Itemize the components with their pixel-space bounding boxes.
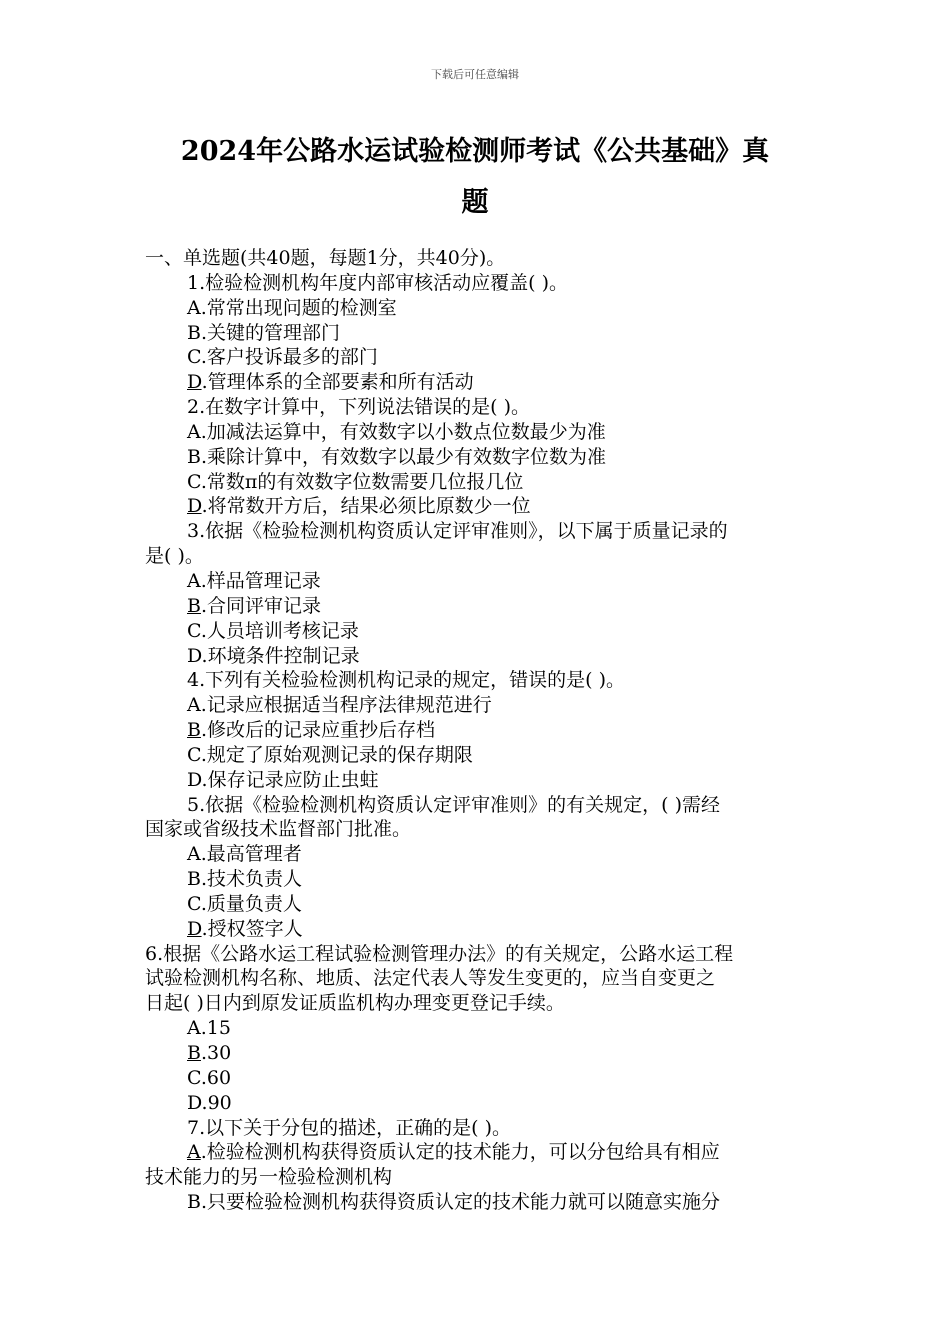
question-2-option-b: B.乘除计算中，有效数字以最少有效数字位数为准 (187, 445, 607, 468)
question-3-option-a: A.样品管理记录 (187, 569, 321, 592)
document-title (145, 126, 805, 228)
question-2-stem: 2.在数字计算中，下列说法错误的是( )。 (187, 396, 530, 419)
question-1-option-b: B.关键的管理部门 (187, 321, 341, 344)
question-6-stem-line-3: 日起( )日内到原发证质监机构办理变更登记手续。 (145, 992, 565, 1015)
question-1-option-c: C.客户投诉最多的部门 (187, 346, 378, 369)
question-3-option-b: B.合同评审记录 (187, 594, 322, 617)
question-7-option-a-line-2: 技术能力的另一检验检测机构 (145, 1166, 393, 1189)
question-7-stem: 7.以下关于分包的描述，正确的是( )。 (187, 1116, 511, 1139)
question-2-option-a: A.加减法运算中，有效数字以小数点位数最少为准 (187, 420, 606, 443)
question-5-option-c: C.质量负责人 (187, 892, 302, 915)
page-header-note: 下载后可任意编辑 (431, 68, 519, 81)
question-3-option-d: D.环境条件控制记录 (187, 644, 360, 667)
answer-marker: B (187, 594, 201, 617)
question-4-option-b: B.修改后的记录应重抄后存档 (187, 719, 436, 742)
question-5-option-d: D.授权签字人 (187, 917, 303, 940)
answer-marker: D (187, 917, 202, 940)
question-6-option-d: D.90 (187, 1091, 232, 1114)
question-5-option-b: B.技术负责人 (187, 868, 303, 891)
question-4-option-d: D.保存记录应防止虫蛀 (187, 768, 379, 791)
question-5-stem-line-1: 5.依据《检验检测机构资质认定评审准则》的有关规定，( )需经 (187, 793, 720, 816)
question-4-option-c: C.规定了原始观测记录的保存期限 (187, 743, 473, 766)
question-5-stem-line-2: 国家或省级技术监督部门批准。 (145, 818, 412, 841)
answer-marker: D (187, 495, 202, 518)
question-3-stem-line-1: 3.依据《检验检测机构资质认定评审准则》，以下属于质量记录的 (187, 520, 728, 543)
question-1-stem: 1.检验检测机构年度内部审核活动应覆盖( )。 (187, 271, 568, 294)
question-6-option-a: A.15 (187, 1017, 231, 1040)
question-3-stem-line-2: 是( )。 (145, 545, 204, 568)
question-5-option-a: A.最高管理者 (187, 843, 302, 866)
question-1-option-a: A.常常出现问题的检测室 (187, 296, 397, 319)
answer-marker: D (187, 371, 202, 394)
question-2-option-d: D.将常数开方后，结果必须比原数少一位 (187, 495, 531, 518)
question-6-stem-line-2: 试验检测机构名称、地质、法定代表人等发生变更的，应当自变更之 (145, 967, 716, 990)
question-6-option-c: C.60 (187, 1066, 232, 1089)
question-4-option-a: A.记录应根据适当程序法律规范进行 (187, 694, 492, 717)
question-1-option-d: D.管理体系的全部要素和所有活动 (187, 371, 474, 394)
answer-marker: A (187, 1141, 201, 1164)
question-2-option-c: C.常数π的有效数字位数需要几位报几位 (187, 470, 524, 493)
question-4-stem: 4.下列有关检验检测机构记录的规定，错误的是( )。 (187, 669, 625, 692)
section-heading: 一、单选题(共40题，每题1分，共40分)。 (145, 247, 506, 269)
question-6-option-b: B.30 (187, 1042, 232, 1064)
answer-marker: B (187, 719, 201, 742)
title-line-1: 2024年公路水运试验检测师考试《公共基础》真 (180, 136, 770, 167)
question-6-stem-line-1: 6.根据《公路水运工程试验检测管理办法》的有关规定，公路水运工程 (145, 942, 734, 965)
title-line-2: 题 (461, 187, 489, 218)
question-7-option-a-line-1: A.检验检测机构获得资质认定的技术能力，可以分包给具有相应 (187, 1141, 720, 1164)
question-3-option-c: C.人员培训考核记录 (187, 619, 359, 642)
document-body (145, 246, 810, 1215)
answer-marker: B (187, 1042, 201, 1064)
question-7-option-b: B.只要检验检测机构获得资质认定的技术能力就可以随意实施分 (187, 1191, 721, 1214)
